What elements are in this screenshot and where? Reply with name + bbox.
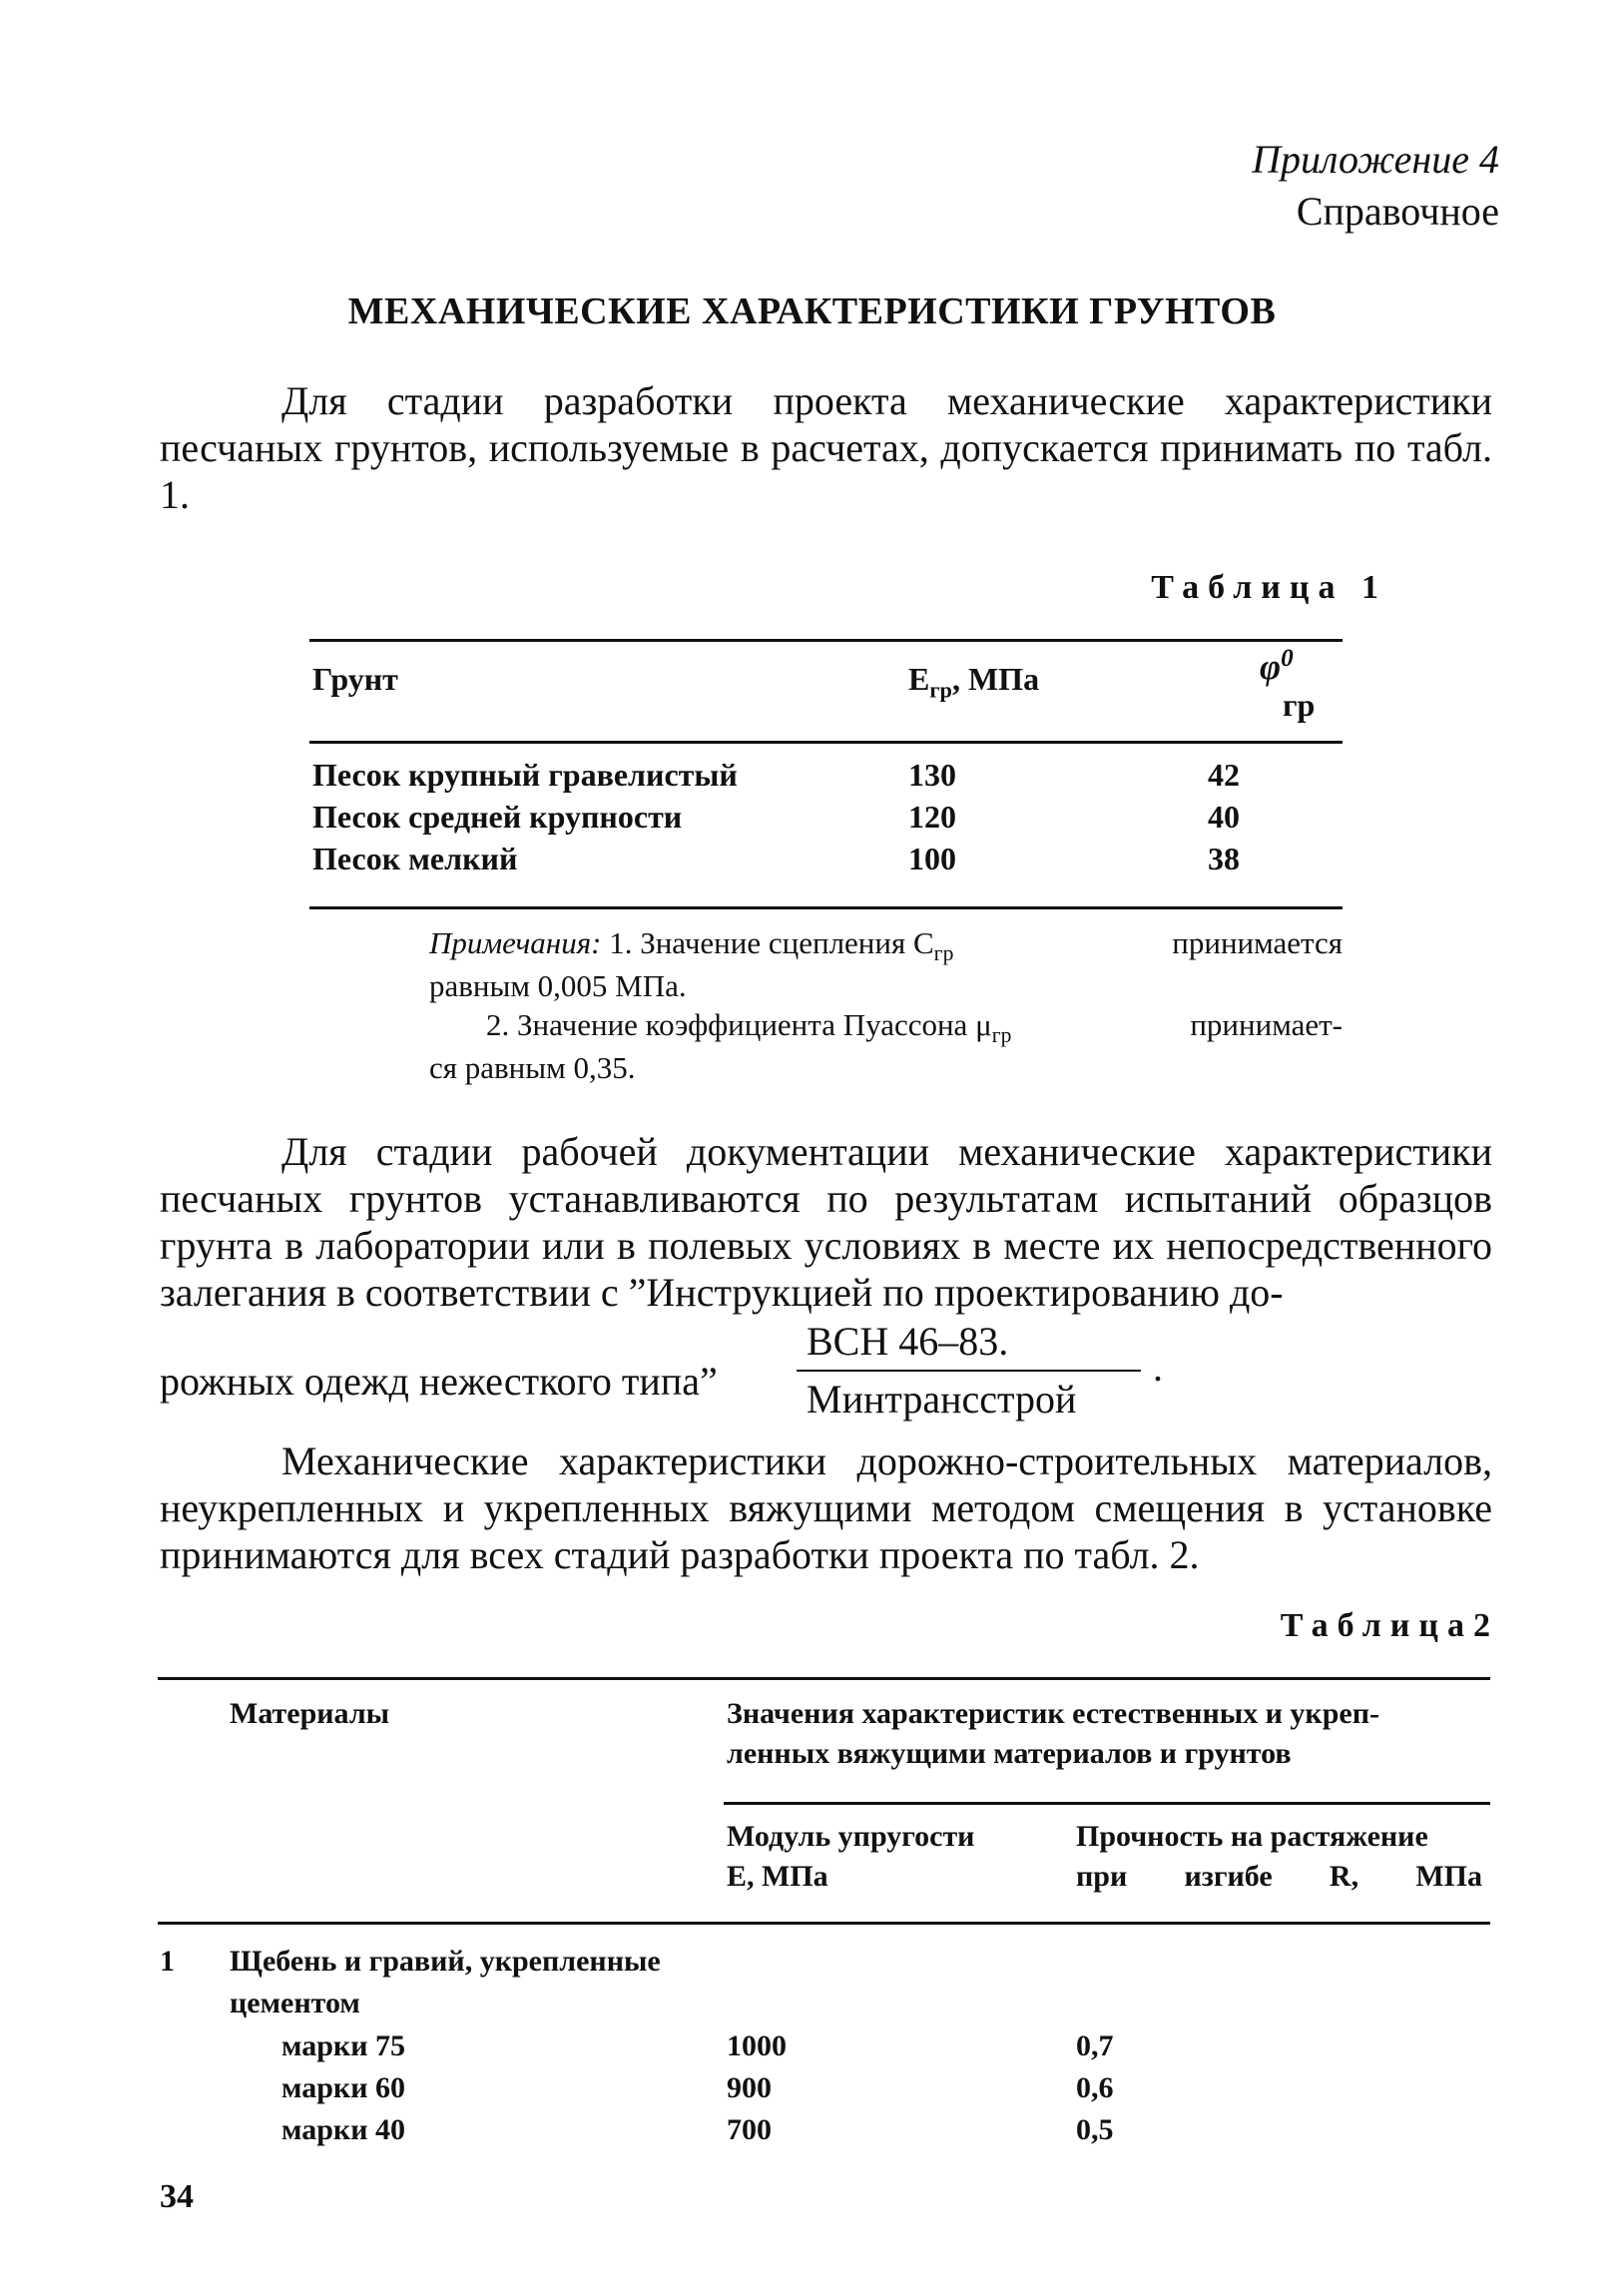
table1-row-e: 120 <box>908 799 956 835</box>
paragraph-working-docs <box>160 1128 1492 1316</box>
table2-header-strength: Прочность на растяжение <box>1076 1820 1428 1853</box>
table1-note-1: Примечания: 1. Значение сцепления $C_{гр}$ принимается <box>429 925 1343 966</box>
table1-row-e: 130 <box>908 757 956 793</box>
table1-note-2: 2. Значение коэффициента Пуассона $\mu_{гр}$ принимает- <box>486 1007 1343 1048</box>
fraction-top: ВСН 46–83. <box>807 1319 1009 1364</box>
table1-note-2-cont: ся равным 0,35. <box>429 1050 636 1085</box>
table1-header-e: $E_{гр}$, МПа <box>908 661 1040 703</box>
fraction-bottom: Минтрансстрой <box>807 1377 1077 1422</box>
fraction-bar <box>797 1370 1141 1372</box>
table2-group-name-2: цементом <box>230 1987 360 2019</box>
table2-subheader-rule <box>724 1802 1490 1805</box>
table2-row-modulus: 700 <box>727 2113 772 2146</box>
intro-text: Для стадии разработки проекта механические характеристики песчаных грунтов, используемые в расчетах, допускается принимать по табл. 1. <box>160 378 1492 517</box>
table2-header-modulus: Модуль упругости <box>727 1820 975 1853</box>
appendix-label: Приложение 4 <box>1252 137 1499 182</box>
notes-label: Примечания: <box>429 925 602 960</box>
intro-paragraph <box>160 377 1492 518</box>
table2-row-name: марки 60 <box>281 2071 405 2104</box>
table2-header-strength-2: при изгибе R, МПа <box>1076 1860 1482 1893</box>
paragraph-materials <box>160 1437 1492 1578</box>
table1-caption: Таблица 1 <box>1151 569 1387 606</box>
table2-row-name: марки 40 <box>281 2113 405 2146</box>
table1-row-phi: 42 <box>1208 757 1240 793</box>
table1-header-phi-sub: гр <box>1283 687 1316 723</box>
table1-row-soil: Песок мелкий <box>312 841 518 876</box>
table1-header-soil: Грунт <box>312 661 398 697</box>
table1-note-1-cont: равным 0,005 МПа. <box>429 968 687 1003</box>
table2-header-modulus-2: E, МПа <box>727 1860 828 1893</box>
table2-row-strength: 0,5 <box>1076 2113 1114 2146</box>
table2-top-rule <box>158 1677 1490 1680</box>
page-number: 34 <box>160 2178 194 2215</box>
table1-row-phi: 38 <box>1208 841 1240 876</box>
paragraph-working-docs-tail: рожных одежд нежесткого типа” <box>160 1359 718 1404</box>
table2-row-strength: 0,7 <box>1076 2029 1114 2062</box>
table1-header-phi: $\varphi^0$ <box>1260 645 1294 687</box>
paragraph-working-docs-text: Для стадии рабочей документации механические характеристики песчаных грунтов устанавливаются по результатам испытаний образцов грунта в лаборатории или в полевых условиях в месте их непосредственного залегания в соответствии с ”Инструкцией по проектированию до- <box>160 1129 1492 1315</box>
appendix-type: Справочное <box>1296 189 1499 234</box>
table2-header-values: Значения характеристик естественных и укреп- <box>727 1697 1379 1730</box>
table2-header-rule <box>158 1922 1490 1925</box>
table2-row-strength: 0,6 <box>1076 2071 1114 2104</box>
table2-row-name: марки 75 <box>281 2029 405 2062</box>
table1-bottom-rule <box>309 906 1343 909</box>
table1-row-soil: Песок средней крупности <box>312 799 683 835</box>
paragraph-materials-text: Механические характеристики дорожно-строительных материалов, неукрепленных и укрепленных вяжущими методом смещения в установке принимаются для всех стадий разработки проекта по табл. 2. <box>160 1438 1492 1577</box>
table2-group-name: Щебень и гравий, укрепленные <box>230 1945 661 1978</box>
table2-header-values-2: ленных вяжущими материалов и грунтов <box>727 1737 1292 1770</box>
table1-row-e: 100 <box>908 841 956 876</box>
page-title: МЕХАНИЧЕСКИЕ ХАРАКТЕРИСТИКИ ГРУНТОВ <box>347 290 1277 332</box>
table1-header-rule <box>309 741 1343 744</box>
table1-top-rule <box>309 639 1343 642</box>
fraction-dot: . <box>1153 1345 1163 1390</box>
table2-row-modulus: 1000 <box>727 2029 787 2062</box>
table2-header-materials: Материалы <box>230 1697 390 1730</box>
table2-caption: Таблица2 <box>1280 1607 1499 1644</box>
table2-row-modulus: 900 <box>727 2071 772 2104</box>
table2-group-number: 1 <box>160 1945 175 1978</box>
table1-row-soil: Песок крупный гравелистый <box>312 757 738 793</box>
table1-row-phi: 40 <box>1208 799 1240 835</box>
